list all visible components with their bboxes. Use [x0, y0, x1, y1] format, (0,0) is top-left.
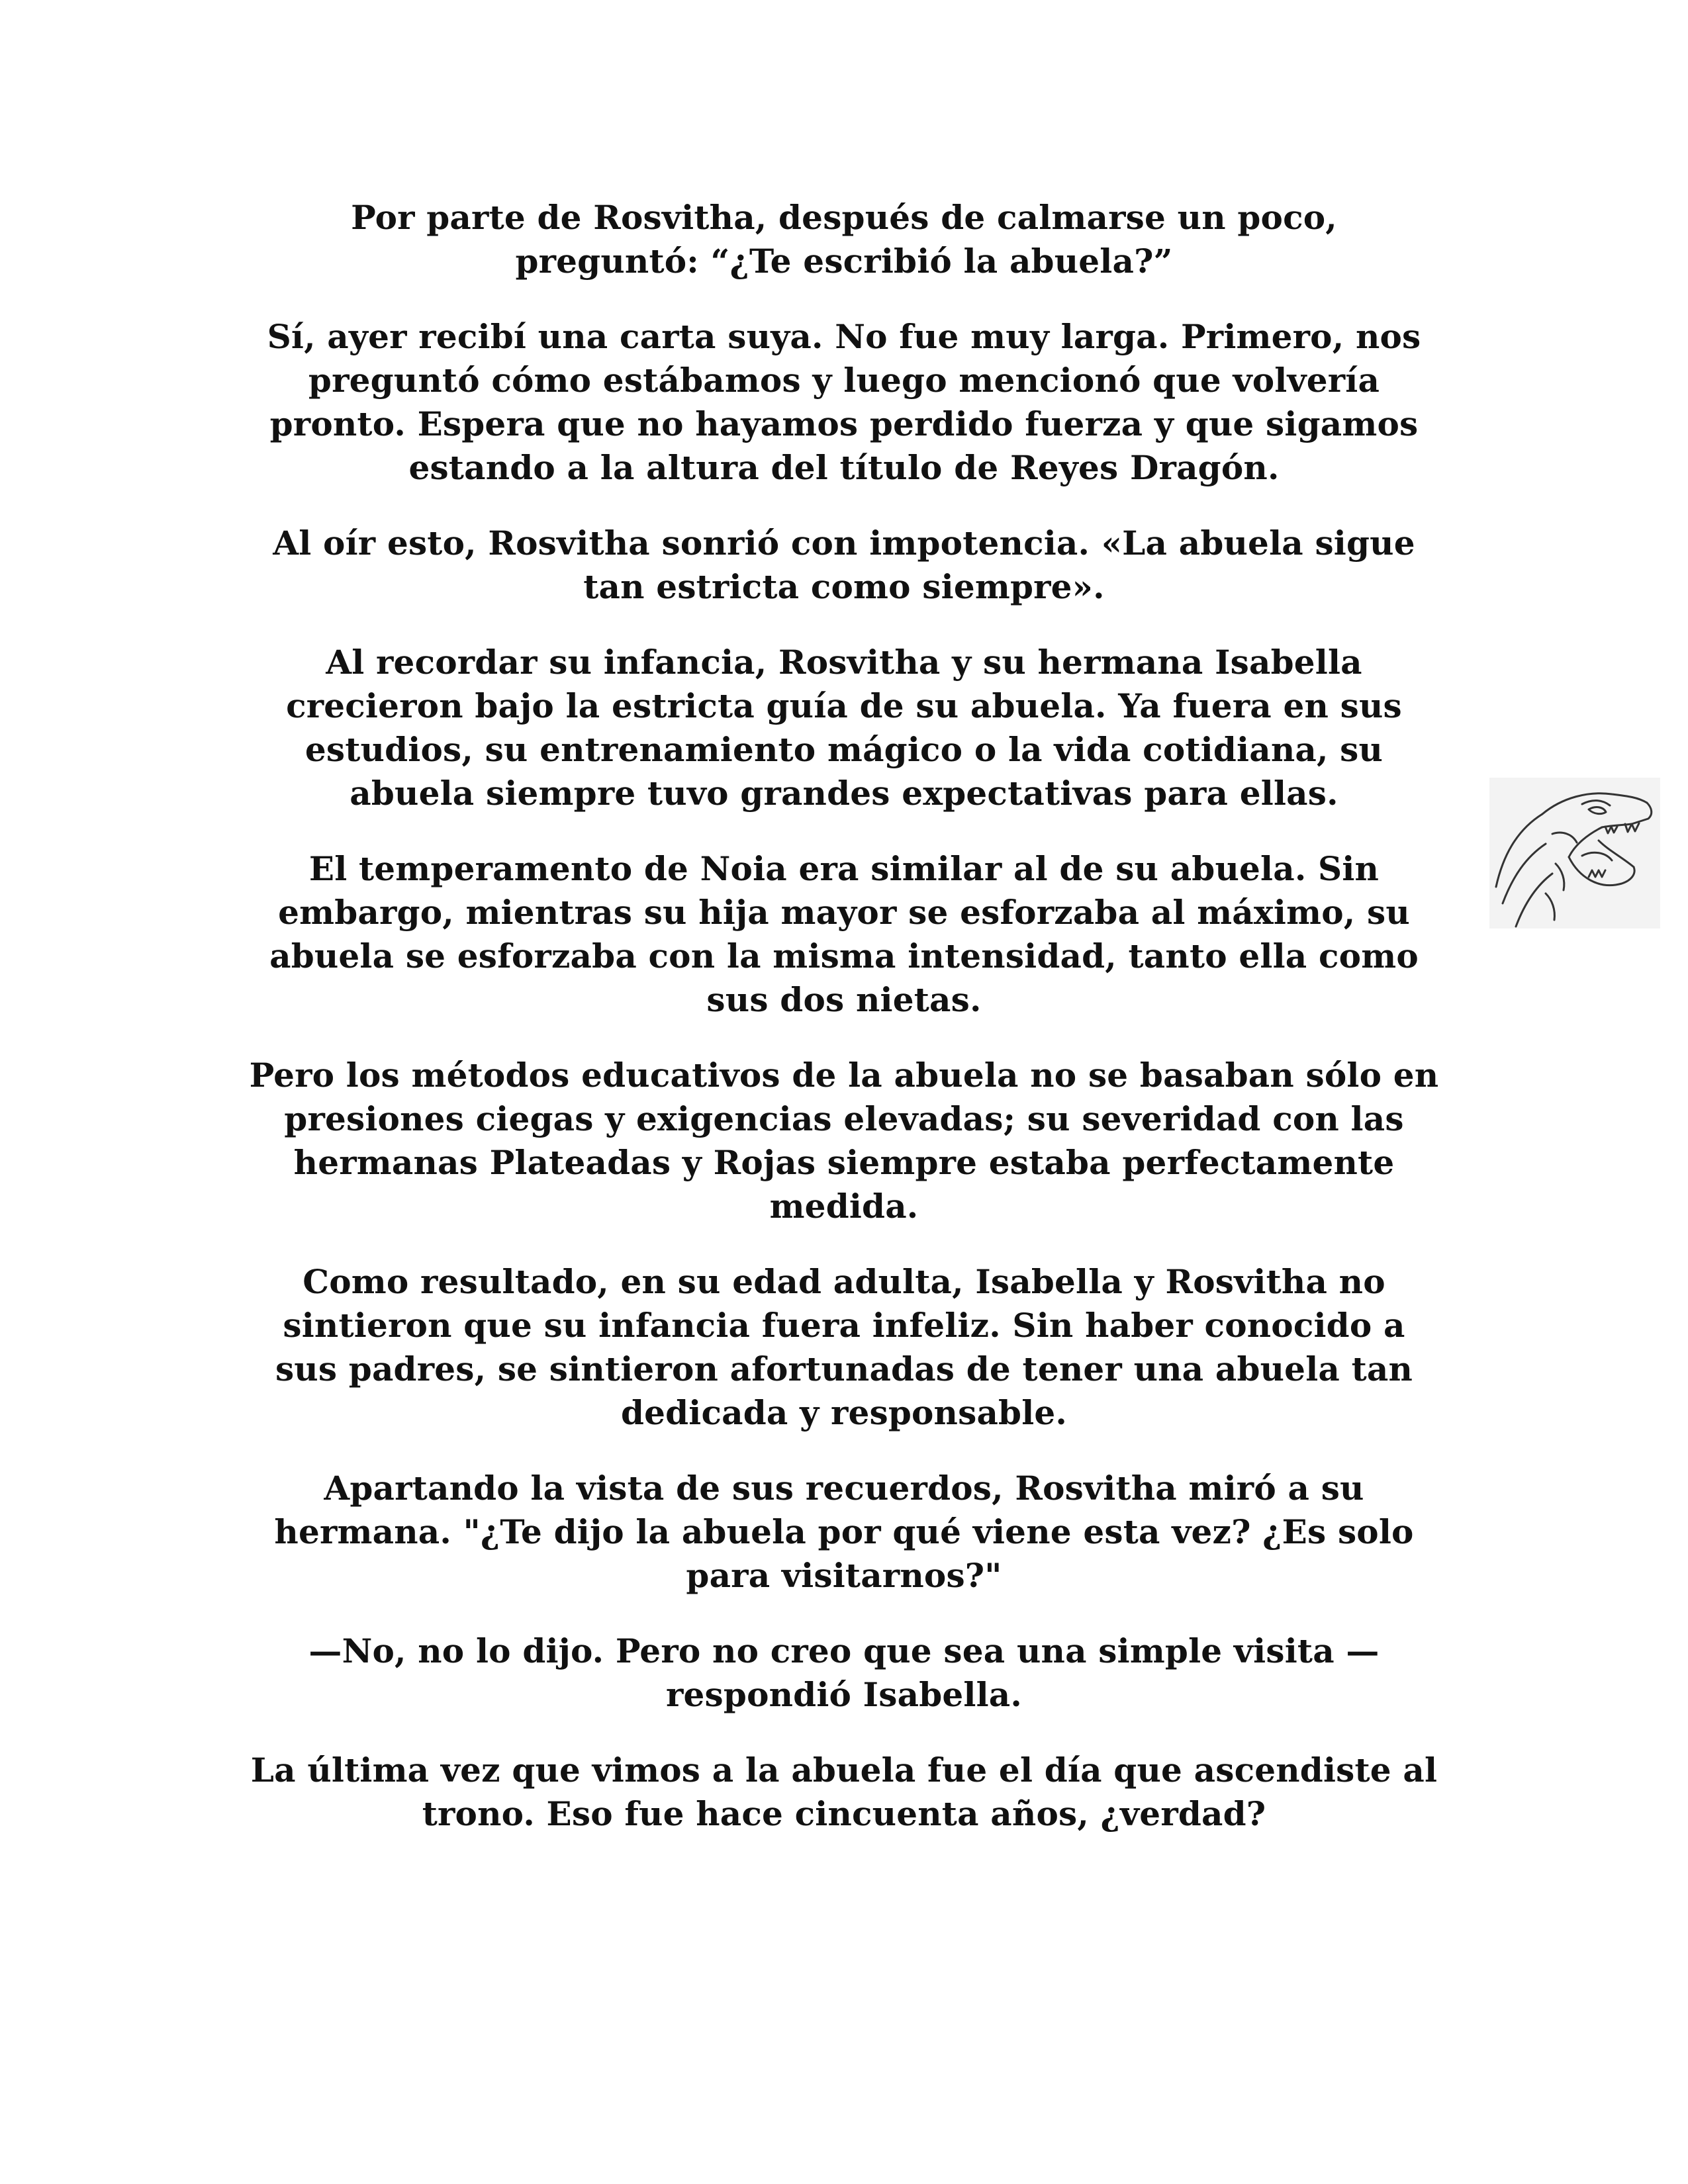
text-line: trono. Eso fue hace cincuenta años, ¿verdad? [422, 1794, 1266, 1833]
text-line: sintieron que su infancia fuera infeliz. Sin haber conocido a [283, 1306, 1405, 1345]
text-line: hermana. "¿Te dijo la abuela por qué viene esta vez? ¿Es solo [274, 1512, 1414, 1551]
text-line: La última vez que vimos a la abuela fue el día que ascendiste al [250, 1751, 1438, 1790]
text-line: —No, no lo dijo. Pero no creo que sea una simple visita — [308, 1631, 1380, 1670]
text-line: estudios, su entrenamiento mágico o la vida cotidiana, su [305, 730, 1383, 769]
paragraph [218, 315, 1470, 490]
text-line: estando a la altura del título de Reyes Dragón. [408, 448, 1280, 487]
paragraph [218, 1467, 1470, 1598]
dinosaur-head-sketch-icon [1489, 778, 1660, 929]
paragraph [218, 1629, 1470, 1717]
text-line: Al oír esto, Rosvitha sonrió con impotencia. «La abuela sigue [273, 523, 1415, 563]
text-line: preguntó cómo estábamos y luego mencionó que volvería [308, 361, 1380, 400]
text-line: abuela se esforzaba con la misma intensidad, tanto ella como [269, 936, 1419, 976]
text-line: Por parte de Rosvitha, después de calmarse un poco, [351, 198, 1337, 237]
text-line: tan estricta como siempre». [583, 567, 1105, 606]
paragraph [218, 522, 1470, 609]
text-line: Sí, ayer recibí una carta suya. No fue muy larga. Primero, nos [267, 317, 1421, 356]
text-line: pronto. Espera que no hayamos perdido fuerza y que sigamos [269, 404, 1419, 443]
paragraph [218, 1054, 1470, 1228]
paragraph [218, 1749, 1470, 1836]
text-line: para visitarnos?" [686, 1556, 1002, 1595]
text-line: Apartando la vista de sus recuerdos, Rosvitha miró a su [324, 1469, 1364, 1508]
text-line: medida. [769, 1187, 919, 1226]
text-line: Como resultado, en su edad adulta, Isabella y Rosvitha no [303, 1262, 1385, 1301]
text-line: hermanas Plateadas y Rojas siempre estaba perfectamente [293, 1143, 1395, 1182]
text-line: abuela siempre tuvo grandes expectativas para ellas. [350, 774, 1338, 813]
paragraph [218, 1260, 1470, 1435]
text-line: respondió Isabella. [666, 1675, 1022, 1714]
paragraph [218, 641, 1470, 815]
text-line: sus padres, se sintieron afortunadas de tener una abuela tan [275, 1349, 1413, 1388]
text-line: dedicada y responsable. [620, 1393, 1068, 1432]
text-line: El temperamento de Noia era similar al de su abuela. Sin [308, 849, 1380, 888]
text-line: crecieron bajo la estricta guía de su abuela. Ya fuera en sus [286, 686, 1402, 725]
text-line: preguntó: “¿Te escribió la abuela?” [515, 242, 1173, 281]
story-text [218, 196, 1470, 1868]
paragraph [218, 847, 1470, 1022]
text-line: Pero los métodos educativos de la abuela no se basaban sólo en [249, 1056, 1439, 1095]
text-line: Al recordar su infancia, Rosvitha y su hermana Isabella [326, 643, 1362, 682]
text-line: presiones ciegas y exigencias elevadas; su severidad con las [284, 1099, 1404, 1138]
text-line: sus dos nietas. [706, 980, 982, 1019]
text-line: embargo, mientras su hija mayor se esforzaba al máximo, su [278, 893, 1410, 932]
paragraph [218, 196, 1470, 283]
